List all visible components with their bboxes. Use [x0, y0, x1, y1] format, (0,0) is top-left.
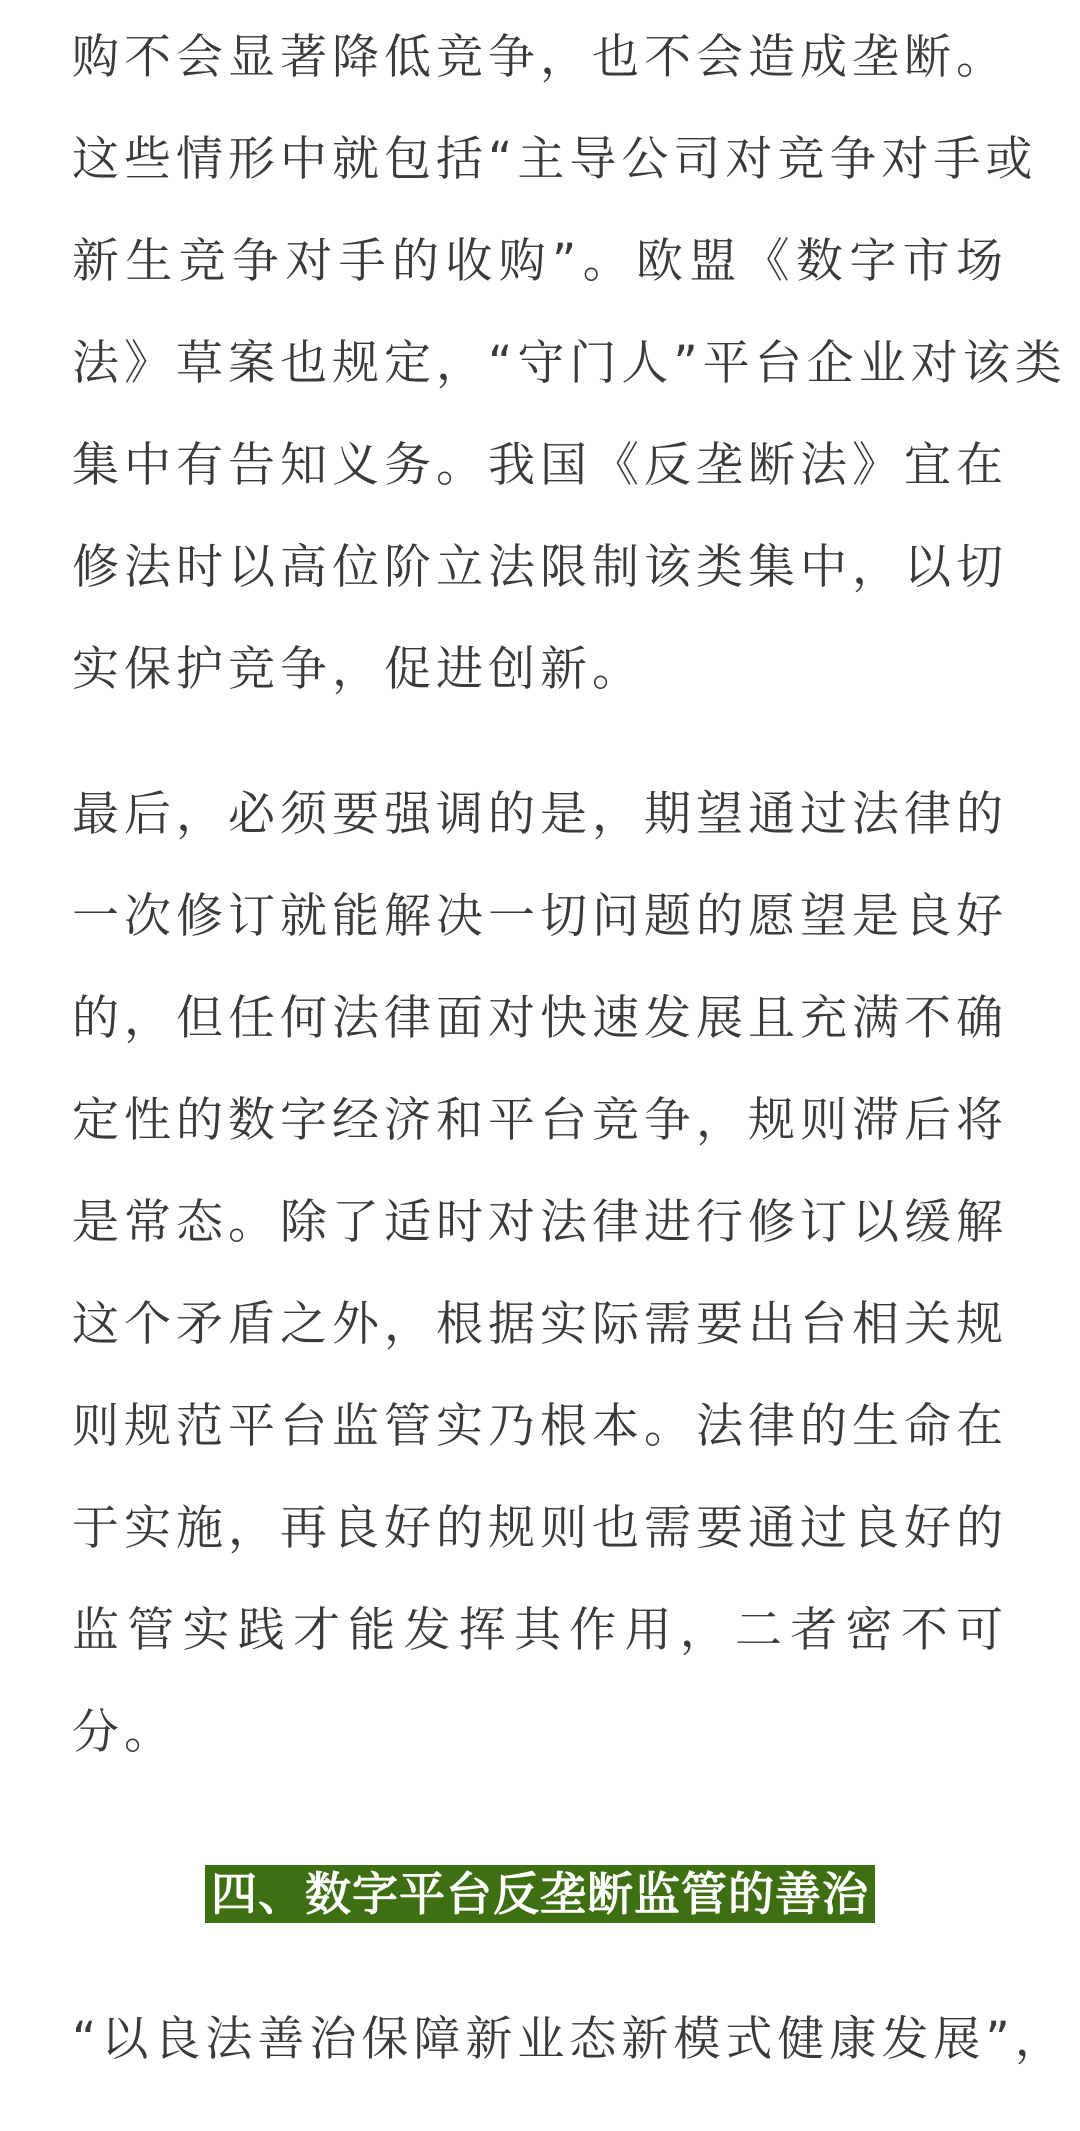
- paragraph-line: 是常态。除了适时对法律进行修订以缓解: [72, 1195, 1008, 1250]
- paragraph-line: 定性的数字经济和平台竞争，规则滞后将: [72, 1093, 1008, 1148]
- paragraph-line: 集中有告知义务。我国《反垄断法》宜在: [72, 438, 1008, 493]
- section-heading: [72, 1865, 1008, 1923]
- paragraph-2: [72, 764, 1008, 1784]
- paragraph-line: 新生竞争对手的收购”。欧盟《数字市场: [72, 234, 1008, 289]
- paragraph-line: 分。: [72, 1705, 176, 1760]
- paragraph-line: 修法时以高位阶立法限制该类集中，以切: [72, 540, 1008, 595]
- paragraph-line: 实保护竞争，促进创新。: [72, 642, 644, 697]
- paragraph-line: 一次修订就能解决一切问题的愿望是良好: [72, 889, 1008, 944]
- section-heading-text: 四、数字平台反垄断监管的善治: [205, 1865, 875, 1923]
- paragraph-3: [72, 1989, 1067, 2091]
- paragraph-line: 这些情形中就包括“主导公司对竞争对手或: [72, 132, 1038, 187]
- paragraph-line: 于实施，再良好的规则也需要通过良好的: [72, 1501, 1008, 1556]
- paragraph-line: 这个矛盾之外，根据实际需要出台相关规: [72, 1297, 1008, 1352]
- paragraph-line: “以良法善治保障新业态新模式健康发展”，: [72, 2012, 1067, 2067]
- paragraph-line: 购不会显著降低竞争，也不会造成垄断。: [72, 30, 1008, 85]
- paragraph-line: 监管实践才能发挥其作用，二者密不可: [72, 1603, 1008, 1658]
- paragraph-line: 则规范平台监管实乃根本。法律的生命在: [72, 1399, 1008, 1454]
- paragraph-line: 最后，必须要强调的是，期望通过法律的: [72, 787, 1008, 842]
- paragraph-1: [72, 7, 1067, 721]
- paragraph-line: 法》草案也规定，“守门人”平台企业对该类: [72, 336, 1067, 391]
- paragraph-line: 的，但任何法律面对快速发展且充满不确: [72, 991, 1008, 1046]
